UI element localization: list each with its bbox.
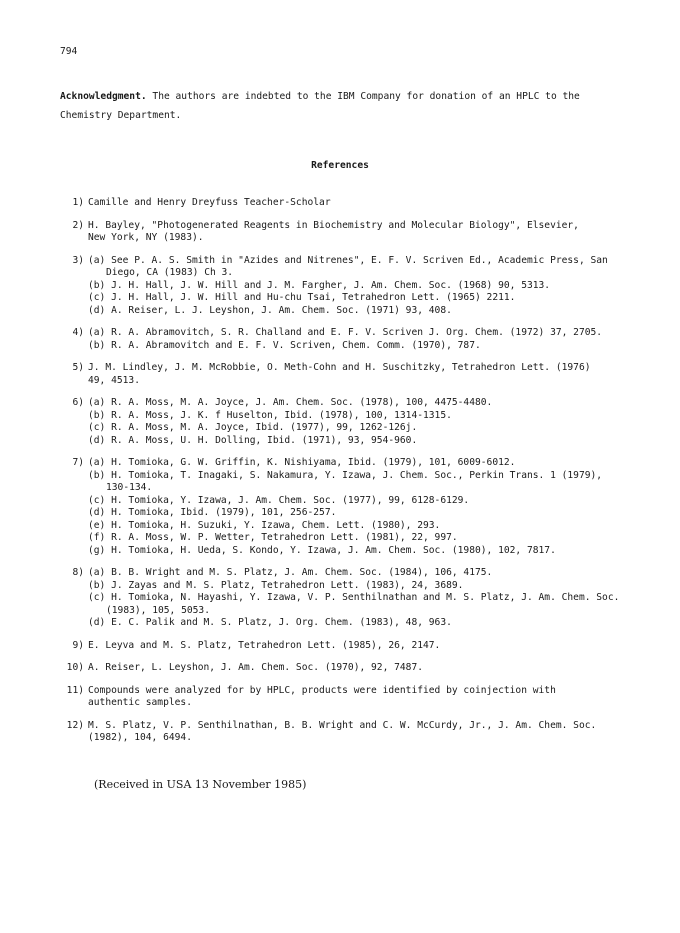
reference-line: (c) R. A. Moss, M. A. Joyce, Ibid. (1977), 99, 1262-126j.	[88, 422, 418, 433]
reference-number: 11)	[66, 684, 84, 696]
reference-body	[88, 457, 628, 557]
page-number: 794	[60, 46, 78, 57]
reference-line: (e) H. Tomioka, H. Suzuki, Y. Izawa, Chem. Lett. (1980), 293.	[88, 519, 441, 531]
reference-line: (1982), 104, 6494.	[88, 732, 192, 743]
reference-line: (a) R. A. Abramovitch, S. R. Challand and E. F. V. Scriven J. Org. Chem. (1972) 37, 2705.	[88, 327, 603, 338]
reference-line: E. Leyva and M. S. Platz, Tetrahedron Lett. (1985), 26, 2147.	[88, 639, 441, 651]
reference-body	[88, 362, 628, 387]
reference-item	[0, 567, 680, 630]
reference-number: 7)	[72, 457, 84, 468]
reference-line: (d) H. Tomioka, Ibid. (1979), 101, 256-257.	[88, 507, 337, 518]
reference-item	[0, 255, 680, 318]
reference-item	[0, 685, 680, 710]
reference-line: 49, 4513.	[88, 374, 140, 386]
reference-body	[88, 685, 628, 710]
acknowledgment-paragraph	[60, 87, 620, 125]
acknowledgment-label: Acknowledgment.	[60, 91, 147, 102]
reference-body	[88, 255, 628, 318]
reference-line: (b) R. A. Moss, J. K. f Huselton, Ibid. (1978), 100, 1314-1315.	[88, 409, 452, 421]
reference-line: (d) R. A. Moss, U. H. Dolling, Ibid. (1971), 93, 954-960.	[88, 434, 418, 446]
reference-number: 1)	[72, 197, 84, 208]
reference-line: H. Bayley, "Photogenerated Reagents in Biochemistry and Molecular Biology", Elsevier,	[88, 219, 579, 231]
reference-body	[88, 197, 628, 210]
reference-item	[0, 397, 680, 447]
received-date: (Received in USA 13 November 1985)	[94, 778, 307, 791]
reference-line: authentic samples.	[88, 697, 192, 708]
reference-body	[88, 567, 628, 630]
reference-line: Compounds were analyzed for by HPLC, products were identified by coinjection with	[88, 684, 556, 696]
reference-body	[88, 327, 628, 352]
reference-item	[0, 197, 680, 210]
reference-line: Camille and Henry Dreyfuss Teacher-Scholar	[88, 197, 331, 208]
reference-line: (d) A. Reiser, L. J. Leyshon, J. Am. Chem. Soc. (1971) 93, 408.	[88, 304, 452, 316]
reference-line: (c) H. Tomioka, N. Hayashi, Y. Izawa, V. P. Senthilnathan and M. S. Platz, J. Am. Chem. Soc. (1983), 105, 5053.	[88, 592, 620, 616]
reference-line: (b) J. H. Hall, J. W. Hill and J. M. Fargher, J. Am. Chem. Soc. (1968) 90, 5313.	[88, 279, 551, 291]
reference-number: 8)	[72, 567, 84, 578]
reference-line: (c) J. H. Hall, J. W. Hill and Hu-chu Tsai, Tetrahedron Lett. (1965) 2211.	[88, 292, 516, 303]
reference-item	[0, 640, 680, 653]
reference-line: (b) H. Tomioka, T. Inagaki, S. Nakamura, Y. Izawa, J. Chem. Soc., Perkin Trans. 1 (1979), 130-134.	[88, 469, 603, 493]
references-list	[0, 197, 680, 755]
reference-number: 3)	[72, 254, 84, 266]
reference-line: (a) B. B. Wright and M. S. Platz, J. Am. Chem. Soc. (1984), 106, 4175.	[88, 567, 493, 578]
reference-body	[88, 720, 628, 745]
reference-line: (b) R. A. Abramovitch and E. F. V. Scriven, Chem. Comm. (1970), 787.	[88, 339, 481, 351]
reference-item	[0, 327, 680, 352]
reference-item	[0, 457, 680, 557]
reference-number: 5)	[72, 362, 84, 373]
reference-number: 2)	[72, 219, 84, 231]
reference-item	[0, 220, 680, 245]
reference-line: A. Reiser, L. Leyshon, J. Am. Chem. Soc. (1970), 92, 7487.	[88, 662, 424, 673]
reference-line: J. M. Lindley, J. M. McRobbie, O. Meth-Cohn and H. Suschitzky, Tetrahedron Lett. (1976)	[88, 362, 591, 373]
acknowledgment-text: The authors are indebted to the IBM Company for donation of an HPLC to the Chemistry Department.	[60, 91, 580, 121]
reference-item	[0, 720, 680, 745]
reference-line: (a) H. Tomioka, G. W. Griffin, K. Nishiyama, Ibid. (1979), 101, 6009-6012.	[88, 457, 516, 468]
reference-line: (d) E. C. Palik and M. S. Platz, J. Org. Chem. (1983), 48, 963.	[88, 617, 452, 628]
reference-body	[88, 397, 628, 447]
reference-item	[0, 662, 680, 675]
reference-line: (b) J. Zayas and M. S. Platz, Tetrahedron Lett. (1983), 24, 3689.	[88, 579, 464, 591]
references-heading: References	[311, 160, 369, 171]
reference-number: 6)	[72, 397, 84, 408]
reference-line: (g) H. Tomioka, H. Ueda, S. Kondo, Y. Izawa, J. Am. Chem. Soc. (1980), 102, 7817.	[88, 544, 556, 556]
reference-body	[88, 662, 628, 675]
reference-body	[88, 640, 628, 653]
reference-line: New York, NY (1983).	[88, 232, 204, 243]
reference-body	[88, 220, 628, 245]
reference-line: (a) See P. A. S. Smith in "Azides and Nitrenes", E. F. V. Scriven Ed., Academic Press, San Diego, CA (1983) Ch 3.	[88, 254, 608, 278]
reference-line: (c) H. Tomioka, Y. Izawa, J. Am. Chem. Soc. (1977), 99, 6128-6129.	[88, 494, 470, 506]
reference-item	[0, 362, 680, 387]
reference-number: 4)	[72, 327, 84, 338]
reference-line: (a) R. A. Moss, M. A. Joyce, J. Am. Chem. Soc. (1978), 100, 4475-4480.	[88, 397, 493, 408]
reference-number: 9)	[72, 639, 84, 651]
reference-line: (f) R. A. Moss, W. P. Wetter, Tetrahedron Lett. (1981), 22, 997.	[88, 532, 458, 543]
reference-number: 10)	[66, 662, 84, 673]
reference-line: M. S. Platz, V. P. Senthilnathan, B. B. Wright and C. W. McCurdy, Jr., J. Am. Chem. Soc.	[88, 719, 597, 731]
reference-number: 12)	[66, 719, 84, 731]
